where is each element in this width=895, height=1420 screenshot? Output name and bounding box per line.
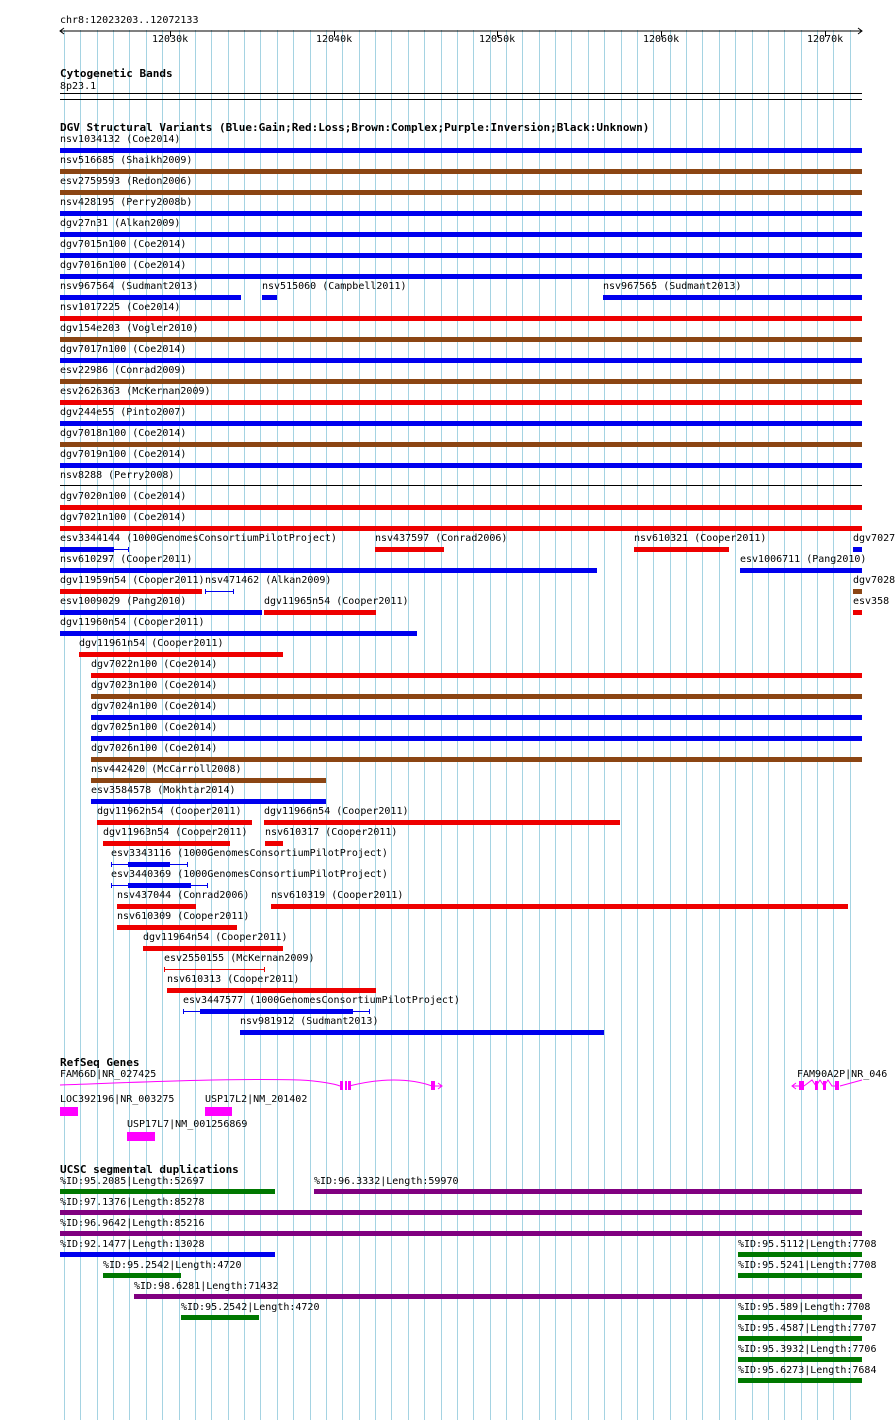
feature-bar[interactable] (738, 1336, 862, 1341)
feature-bar[interactable] (60, 1210, 862, 1215)
cytoband-label: 8p23.1 (60, 81, 97, 92)
feature-label[interactable]: dgv7027 (853, 533, 895, 544)
segdup-track-title: UCSC segmental duplications (60, 1163, 239, 1176)
feature-bar[interactable] (60, 1189, 275, 1194)
feature-label[interactable]: nsv516685 (Shaikh2009) (60, 155, 193, 166)
location-label: chr8:12023203..12072133 (60, 15, 199, 26)
feature-label[interactable]: %ID:95.589|Length:7708 (738, 1302, 871, 1313)
feature-bar[interactable] (314, 1189, 862, 1194)
feature-label[interactable]: esv3447577 (1000GenomesConsortiumPilotProject) (183, 995, 460, 1006)
feature-label[interactable]: nsv437597 (Conrad2006) (375, 533, 508, 544)
feature-label[interactable]: dgv11959n54 (Cooper2011) (60, 575, 205, 586)
feature-label[interactable]: dgv7024n100 (Coe2014) (91, 701, 218, 712)
fam66d-exon (431, 1081, 435, 1090)
feature-label[interactable]: %ID:97.1376|Length:85278 (60, 1197, 205, 1208)
feature-label[interactable]: esv2626363 (McKernan2009) (60, 386, 211, 397)
feature-label[interactable]: %ID:98.6281|Length:71432 (134, 1281, 279, 1292)
dgv-track-title: DGV Structural Variants (Blue:Gain;Red:Loss;Brown:Complex;Purple:Inversion;Black:Unknown) (60, 121, 650, 134)
ruler-tick-label: 12070k (807, 34, 844, 45)
cytoband-track-title: Cytogenetic Bands (60, 67, 173, 80)
feature-label[interactable]: nsv8288 (Perry2008) (60, 470, 175, 481)
feature-label[interactable]: dgv11961n54 (Cooper2011) (79, 638, 224, 649)
fam90a2p-exon (823, 1081, 826, 1090)
feature-label[interactable]: esv3343116 (1000GenomesConsortiumPilotProject) (111, 848, 388, 859)
ruler-tick-label: 12060k (643, 34, 680, 45)
feature-label[interactable]: %ID:92.1477|Length:13028 (60, 1239, 205, 1250)
feature-label[interactable]: nsv1034132 (Coe2014) (60, 134, 181, 145)
feature-label[interactable]: dgv27n31 (Alkan2009) (60, 218, 181, 229)
fam90a2p-exon (815, 1081, 818, 1090)
feature-label[interactable]: nsv471462 (Alkan2009) (205, 575, 332, 586)
fam90a2p-exon (799, 1081, 804, 1090)
feature-label[interactable]: esv3344144 (1000GenomesConsortiumPilotProject) (60, 533, 337, 544)
feature-label[interactable]: %ID:95.6273|Length:7684 (738, 1365, 877, 1376)
gene-label[interactable]: FAM66D|NR_027425 (60, 1069, 157, 1080)
feature-label[interactable]: nsv610309 (Cooper2011) (117, 911, 250, 922)
feature-label[interactable]: esv1006711 (Pang2010) (740, 554, 867, 565)
feature-label[interactable]: dgv7023n100 (Coe2014) (91, 680, 218, 691)
feature-label[interactable]: nsv610321 (Cooper2011) (634, 533, 767, 544)
gene-label[interactable]: USP17L7|NM_001256869 (127, 1119, 248, 1130)
feature-bar[interactable] (738, 1252, 862, 1257)
feature-bar[interactable] (738, 1315, 862, 1320)
feature-label[interactable]: esv1009029 (Pang2010) (60, 596, 187, 607)
feature-label[interactable]: esv22986 (Conrad2009) (60, 365, 187, 376)
feature-label[interactable]: dgv7020n100 (Coe2014) (60, 491, 187, 502)
fam66d-exon (348, 1081, 351, 1090)
feature-label[interactable]: nsv610313 (Cooper2011) (167, 974, 300, 985)
ruler-tick-label: 12040k (316, 34, 353, 45)
feature-label[interactable]: dgv7016n100 (Coe2014) (60, 260, 187, 271)
feature-label[interactable]: %ID:95.3932|Length:7706 (738, 1344, 877, 1355)
feature-label[interactable]: dgv7017n100 (Coe2014) (60, 344, 187, 355)
feature-bar[interactable] (738, 1357, 862, 1362)
feature-label[interactable]: esv3584578 (Mokhtar2014) (91, 785, 236, 796)
fam66d-exon (345, 1081, 347, 1090)
feature-label[interactable]: nsv967565 (Sudmant2013) (603, 281, 742, 292)
feature-label[interactable]: %ID:95.5112|Length:7708 (738, 1239, 877, 1250)
feature-bar[interactable] (134, 1294, 862, 1299)
feature-label[interactable]: dgv154e203 (Vogler2010) (60, 323, 199, 334)
feature-label[interactable]: esv3440369 (1000GenomesConsortiumPilotProject) (111, 869, 388, 880)
feature-label[interactable]: dgv244e55 (Pinto2007) (60, 407, 187, 418)
usp17l2-exon (205, 1107, 232, 1116)
feature-label[interactable]: dgv7026n100 (Coe2014) (91, 743, 218, 754)
refseq-track-title: RefSeq Genes (60, 1056, 140, 1069)
feature-label[interactable]: %ID:95.5241|Length:7708 (738, 1260, 877, 1271)
feature-label[interactable]: nsv967564 (Sudmant2013) (60, 281, 199, 292)
feature-label[interactable]: dgv7025n100 (Coe2014) (91, 722, 218, 733)
gene-label[interactable]: LOC392196|NR_003275 (60, 1094, 175, 1105)
ruler-tick-label: 12050k (479, 34, 516, 45)
feature-bar[interactable] (103, 1273, 181, 1278)
feature-bar[interactable] (738, 1378, 862, 1383)
feature-bar[interactable] (181, 1315, 259, 1320)
feature-label[interactable]: nsv515060 (Campbell2011) (262, 281, 407, 292)
feature-label[interactable]: nsv610297 (Cooper2011) (60, 554, 193, 565)
feature-label[interactable]: nsv428195 (Perry2008b) (60, 197, 193, 208)
feature-bar[interactable] (738, 1273, 862, 1278)
feature-label[interactable]: dgv7018n100 (Coe2014) (60, 428, 187, 439)
feature-label[interactable]: %ID:95.4587|Length:7707 (738, 1323, 877, 1334)
ruler-tick-label: 12030k (152, 34, 189, 45)
feature-label[interactable]: dgv11966n54 (Cooper2011) (264, 806, 409, 817)
feature-label[interactable]: dgv11963n54 (Cooper2011) (103, 827, 248, 838)
feature-label[interactable]: %ID:96.9642|Length:85216 (60, 1218, 205, 1229)
feature-label[interactable]: nsv437044 (Conrad2006) (117, 890, 250, 901)
loc392196-exon (60, 1107, 78, 1116)
feature-label[interactable]: dgv11965n54 (Cooper2011) (264, 596, 409, 607)
feature-label[interactable]: esv358 (853, 596, 890, 607)
feature-label[interactable]: %ID:95.2542|Length:4720 (103, 1260, 242, 1271)
feature-label[interactable]: dgv7022n100 (Coe2014) (91, 659, 218, 670)
feature-label[interactable]: dgv7021n100 (Coe2014) (60, 512, 187, 523)
feature-label[interactable]: nsv1017225 (Coe2014) (60, 302, 181, 313)
feature-label[interactable]: dgv11960n54 (Cooper2011) (60, 617, 205, 628)
gene-label[interactable]: FAM90A2P|NR_046 (797, 1069, 888, 1080)
fam90a2p-exon (835, 1081, 839, 1090)
fam66d-intron (60, 1080, 442, 1086)
feature-label[interactable]: dgv7019n100 (Coe2014) (60, 449, 187, 460)
feature-label[interactable]: nsv610319 (Cooper2011) (271, 890, 404, 901)
feature-label[interactable]: esv2550155 (McKernan2009) (164, 953, 315, 964)
feature-label[interactable]: dgv7015n100 (Coe2014) (60, 239, 187, 250)
usp17l7-exon (127, 1132, 155, 1141)
feature-label[interactable]: esv2759593 (Redon2006) (60, 176, 193, 187)
fam66d-exon (340, 1081, 343, 1090)
feature-label[interactable]: %ID:95.2085|Length:52697 (60, 1176, 205, 1187)
feature-label[interactable]: %ID:95.2542|Length:4720 (181, 1302, 320, 1313)
feature-bar[interactable] (60, 1252, 275, 1257)
feature-label[interactable]: dgv11964n54 (Cooper2011) (143, 932, 288, 943)
feature-label[interactable]: %ID:96.3332|Length:59970 (314, 1176, 459, 1187)
feature-label[interactable]: nsv442420 (McCarroll2008) (91, 764, 242, 775)
feature-label[interactable]: nsv610317 (Cooper2011) (265, 827, 398, 838)
gene-label[interactable]: USP17L2|NM_201402 (205, 1094, 308, 1105)
feature-label[interactable]: nsv981912 (Sudmant2013) (240, 1016, 379, 1027)
feature-bar[interactable] (60, 1231, 862, 1236)
feature-label[interactable]: dgv7028 (853, 575, 895, 586)
feature-label[interactable]: dgv11962n54 (Cooper2011) (97, 806, 242, 817)
